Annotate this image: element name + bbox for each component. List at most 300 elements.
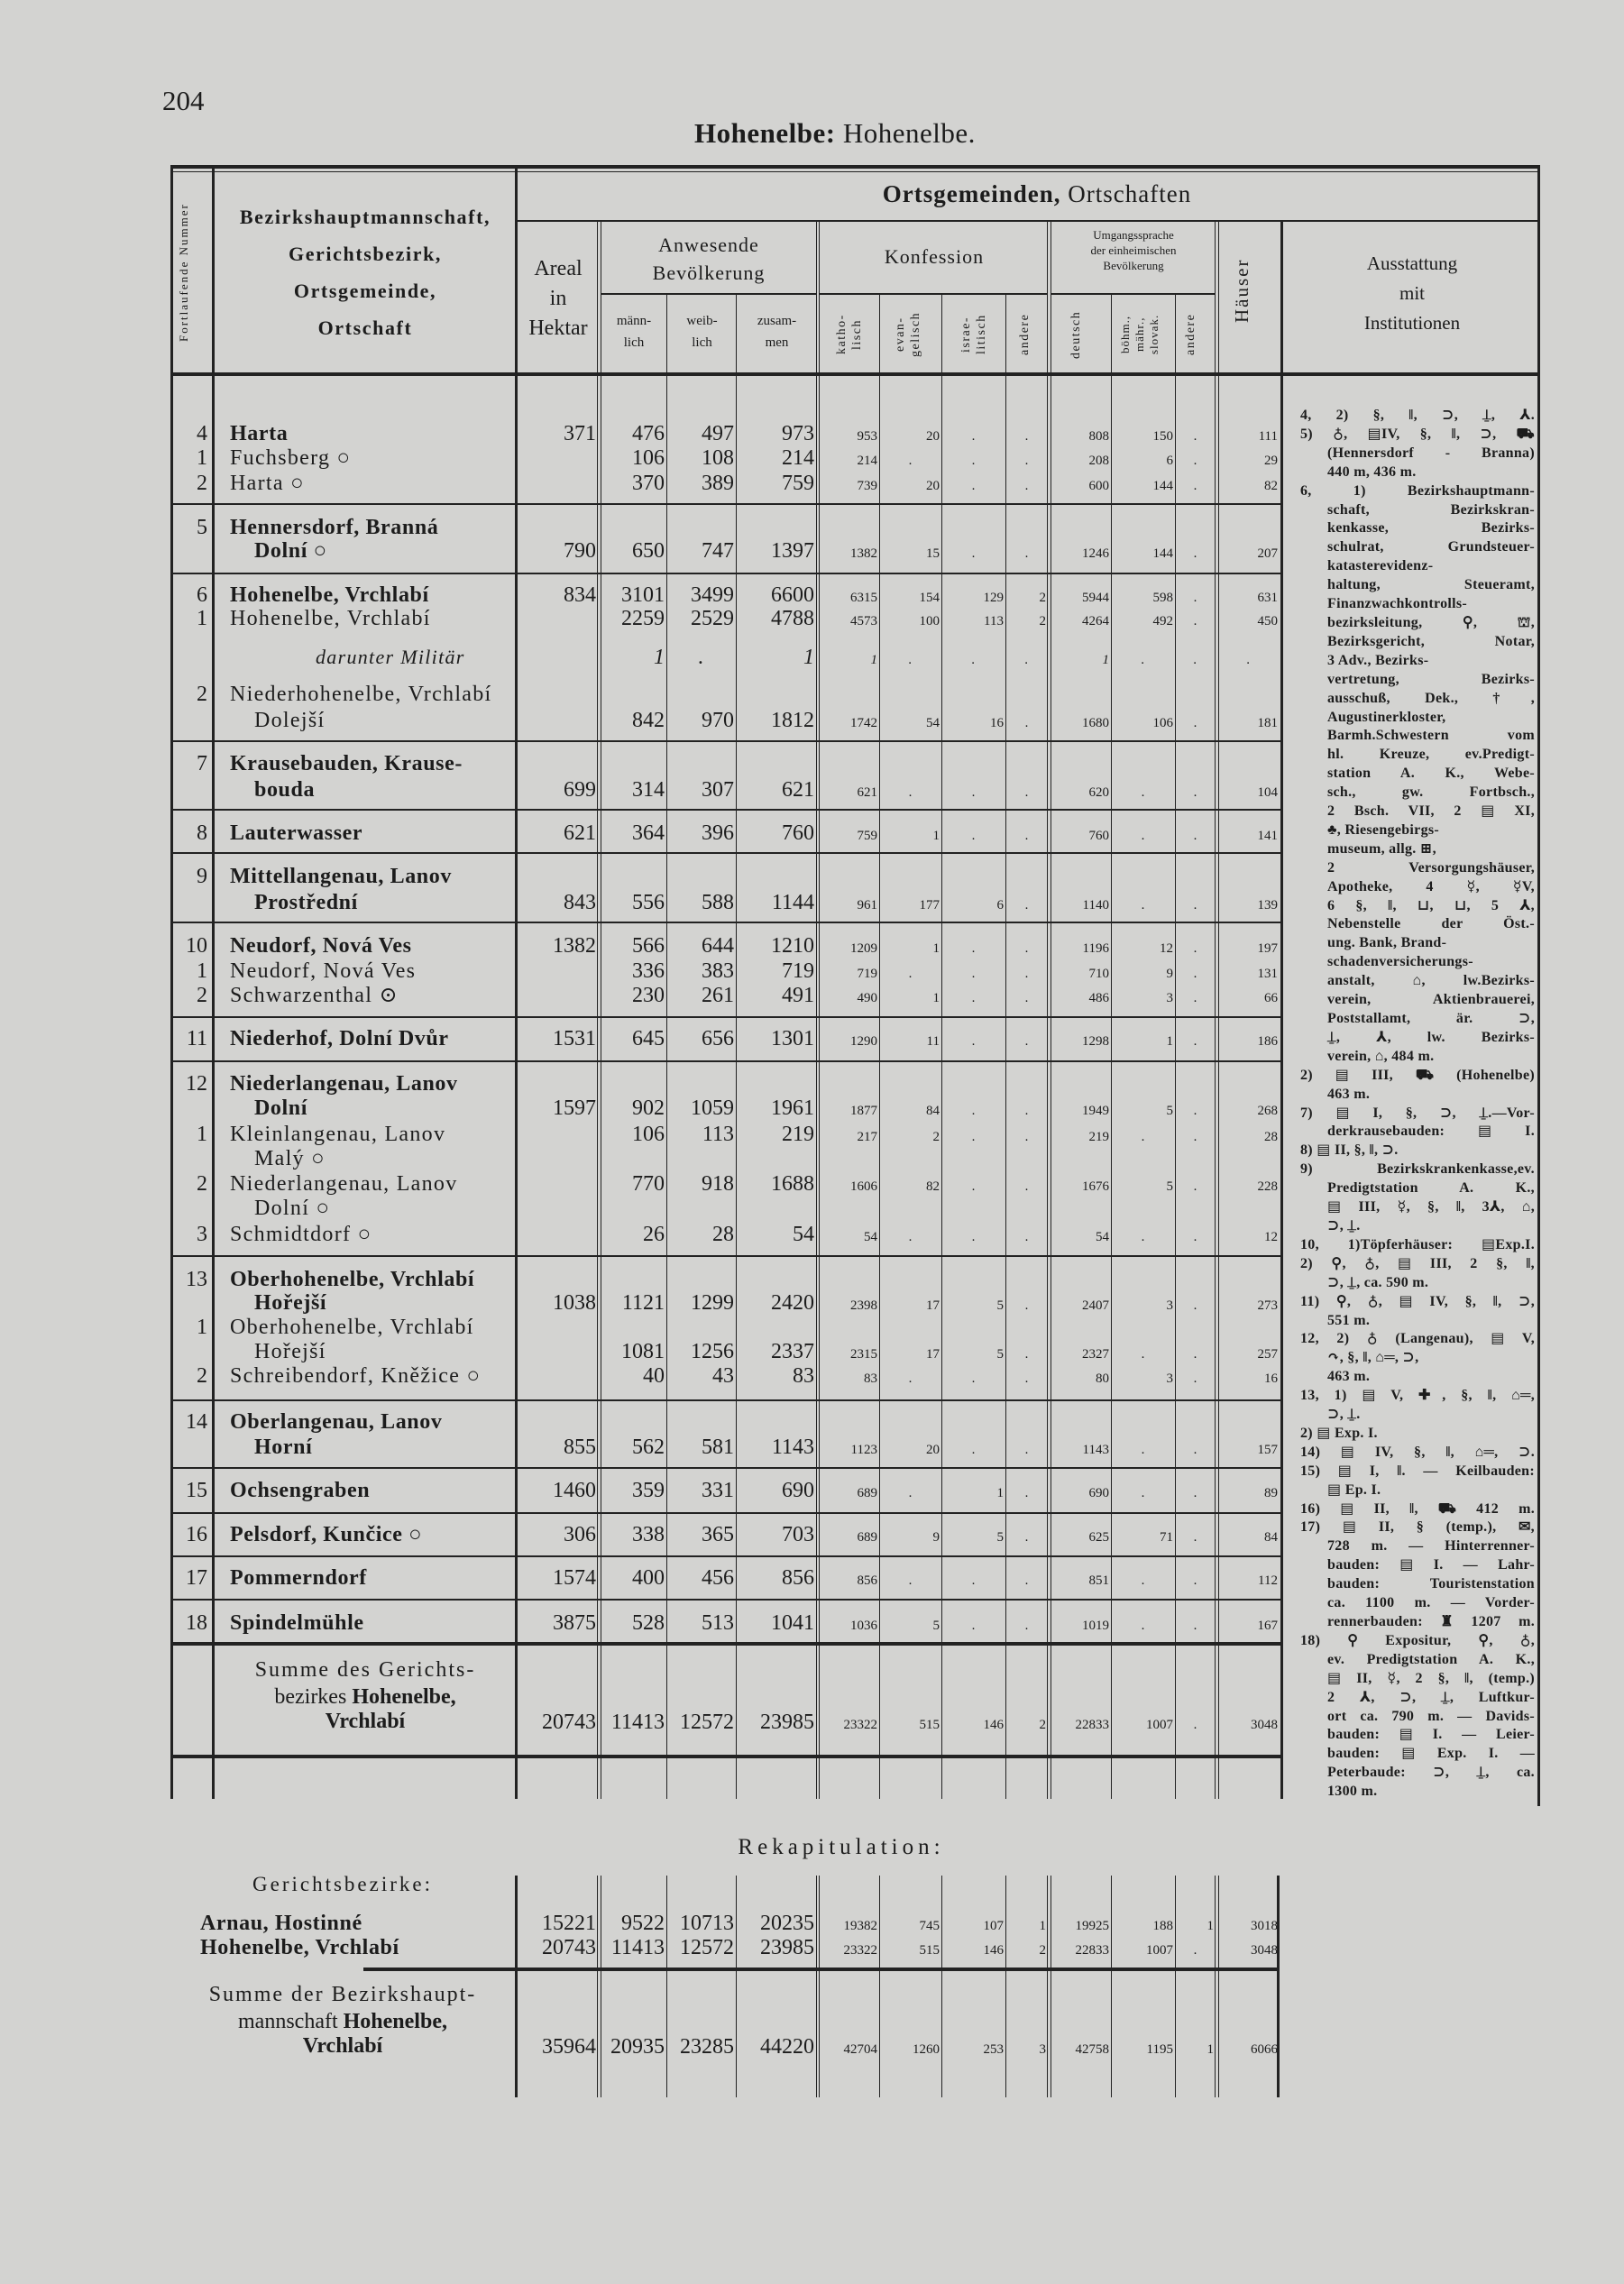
- cell-value: 1: [1207, 1919, 1214, 1933]
- rekap-column-rule: [1111, 1876, 1112, 2097]
- ausstattung-line: ⊃, ⍊.: [1327, 1407, 1361, 1423]
- cell-value: .: [698, 646, 704, 669]
- ausstattung-line: 551 m.: [1327, 1312, 1371, 1328]
- cell-value: 230: [632, 984, 665, 1007]
- cell-value: .: [1024, 1230, 1029, 1244]
- cell-value: 973: [782, 422, 814, 445]
- cell-value: 851: [1088, 1573, 1109, 1588]
- ausstattung-line: 2) ⚲, ♁, ▤ III, 2 §, ‖,: [1300, 1255, 1535, 1271]
- cell-value: 228: [1257, 1179, 1278, 1194]
- cell-value: 82: [926, 1179, 940, 1194]
- table-row: [0, 1565, 1284, 1591]
- cell-value: 23322: [843, 1718, 877, 1732]
- cell-value: 365: [702, 1523, 734, 1546]
- cell-value: 918: [702, 1172, 734, 1196]
- cell-value: .: [1193, 1619, 1197, 1633]
- cell-value: 12: [1160, 941, 1173, 956]
- cell-value: 6315: [850, 591, 877, 605]
- cell-value: 1680: [1082, 716, 1109, 730]
- ausstattung-line: Apotheke, 4 ☿, ☿V,: [1327, 878, 1535, 894]
- cell-value: 35964: [542, 2035, 596, 2059]
- header-group-regular: Ortschaften: [1060, 180, 1192, 207]
- cell-value: 620: [1088, 785, 1109, 800]
- ausstattung-column: [1288, 407, 1535, 1802]
- rekap-column-rule: [1047, 1876, 1048, 2097]
- column-rule: [666, 293, 667, 1799]
- cell-value: .: [1193, 1943, 1197, 1958]
- cell-value: 456: [702, 1566, 734, 1590]
- cell-value: 146: [983, 1718, 1004, 1732]
- table-row: [0, 1363, 1284, 1389]
- cell-value: 3: [1166, 991, 1173, 1005]
- cell-value: 1688: [771, 1172, 814, 1196]
- column-rule: [1537, 165, 1540, 1806]
- table-row: [0, 1026, 1284, 1051]
- ausstattung-line: bezirksleitung, ⚲, ⛫,: [1327, 614, 1535, 630]
- table-row: [0, 777, 1284, 803]
- cell-value: 2407: [1082, 1298, 1109, 1313]
- ausstattung-line: ↷, §, ‖, ⌂═, ⊃,: [1327, 1350, 1419, 1366]
- cell-value: 5944: [1082, 591, 1109, 605]
- table-row: [0, 471, 1284, 496]
- row-name: Neudorf, Nová Ves: [230, 959, 417, 983]
- cell-value: 760: [1088, 829, 1109, 843]
- cell-value: .: [908, 454, 913, 468]
- cell-value: .: [1141, 653, 1145, 667]
- cell-value: 581: [702, 1436, 734, 1459]
- cell-value: 3101: [621, 583, 665, 607]
- cell-value: 16: [1264, 1371, 1278, 1386]
- cell-value: 20935: [610, 2035, 665, 2059]
- cell-value: 12572: [680, 1711, 734, 1734]
- table-row: [0, 1071, 1284, 1096]
- ausstattung-line: Poststallamt, är. ⊃,: [1327, 1011, 1535, 1026]
- cell-value: 54: [864, 1230, 877, 1244]
- cell-value: .: [908, 1573, 913, 1588]
- cell-value: 82: [1264, 479, 1278, 493]
- cell-value: 15221: [542, 1912, 596, 1935]
- row-number: 14: [186, 1410, 207, 1434]
- ausstattung-line: museum, allg. ⊞,: [1327, 840, 1436, 857]
- header-name: Bezirkshauptmannschaft, Gerichtsbezirk, Ortsgemeinde, Ortschaft: [239, 206, 491, 339]
- cell-value: 1019: [1082, 1619, 1109, 1633]
- row-name: Krausebauden, Krause-: [230, 752, 463, 775]
- table-row: [0, 1122, 1284, 1147]
- rekap-column-rule: [666, 1876, 667, 2097]
- ausstattung-line: Predigtstation A. K.,: [1327, 1180, 1535, 1197]
- table-row: [0, 582, 1284, 608]
- ausstattung-line: schadenversicherungs-: [1327, 954, 1473, 970]
- row-name: Niederlangenau, Lanov: [230, 1072, 458, 1096]
- summe-label-bold: Hohenelbe,: [352, 1685, 456, 1709]
- summe-row: [0, 1710, 1284, 1735]
- cell-value: 497: [702, 422, 734, 445]
- section-divider: [173, 1642, 1280, 1646]
- cell-value: 1: [932, 941, 940, 956]
- row-number: 18: [186, 1611, 207, 1635]
- cell-value: 834: [564, 583, 596, 607]
- ausstattung-line: ca. 1100 m. — Vorder-: [1327, 1595, 1535, 1611]
- ausstattung-line: 13, 1) ▤ V, ✚, §, ‖, ⌂═,: [1300, 1388, 1535, 1404]
- cell-value: .: [971, 1443, 976, 1457]
- header-konfession-andere: andere: [1018, 313, 1032, 356]
- ausstattung-line: ▤ Ep. I.: [1327, 1481, 1381, 1498]
- row-number: 6: [197, 583, 207, 607]
- row-divider: [173, 852, 1280, 854]
- ausstattung-line: 18) ⚲ Expositur, ⚲, ♁,: [1300, 1632, 1535, 1648]
- row-number: 4: [197, 422, 207, 445]
- row-name: Hořejší: [254, 1340, 326, 1363]
- rekap-column-rule: [1218, 1876, 1219, 2097]
- ausstattung-line: ⍊, ⅄, lw. Bezirks-: [1327, 1029, 1535, 1045]
- cell-value: .: [1193, 1179, 1197, 1194]
- cell-value: .: [1193, 1130, 1197, 1144]
- cell-value: 400: [632, 1566, 665, 1590]
- cell-value: 17: [926, 1347, 940, 1362]
- cell-value: .: [1024, 479, 1029, 493]
- cell-value: .: [971, 967, 976, 981]
- cell-value: .: [1024, 898, 1029, 913]
- cell-value: .: [1193, 967, 1197, 981]
- table-row: [0, 1610, 1284, 1636]
- row-name: Schreibendorf, Kněžice ○: [230, 1364, 482, 1388]
- cell-value: 1209: [850, 941, 877, 956]
- cell-value: 217: [857, 1130, 877, 1144]
- cell-value: .: [971, 1179, 976, 1194]
- cell-value: 1: [1102, 653, 1109, 667]
- row-name: Dolní ○: [254, 1197, 331, 1220]
- header-bottom-rule: [171, 372, 1540, 376]
- row-number: 5: [197, 516, 207, 539]
- cell-value: 3048: [1251, 1943, 1278, 1958]
- cell-value: 690: [782, 1479, 814, 1502]
- ausstattung-line: ausschuß, Dek., †,: [1327, 690, 1535, 706]
- cell-value: 100: [919, 614, 940, 628]
- cell-value: 1195: [1146, 2042, 1173, 2057]
- ausstattung-line: station A. K., Webe-: [1327, 766, 1535, 782]
- cell-value: .: [1193, 454, 1197, 468]
- cell-value: 1299: [691, 1291, 734, 1315]
- cell-value: .: [1141, 1347, 1145, 1362]
- cell-value: 219: [1088, 1130, 1109, 1144]
- column-rule: [597, 220, 598, 1799]
- ausstattung-line: 16) ▤ II, ‖, ⛟ 412 m.: [1300, 1500, 1535, 1517]
- ausstattung-line: verein, Aktienbrauerei,: [1327, 992, 1535, 1008]
- column-rule: [816, 220, 817, 1799]
- column-rule: [1218, 220, 1219, 1799]
- cell-value: .: [1141, 1230, 1145, 1244]
- cell-value: 3: [1166, 1371, 1173, 1386]
- cell-value: 1676: [1082, 1179, 1109, 1194]
- cell-value: 20: [926, 1443, 940, 1457]
- table-row: [0, 538, 1284, 564]
- cell-value: 745: [919, 1919, 940, 1933]
- cell-value: 188: [1152, 1919, 1173, 1933]
- cell-value: 528: [632, 1611, 665, 1635]
- ausstattung-line: vertretung, Bezirks-: [1327, 671, 1535, 687]
- cell-value: .: [971, 1130, 976, 1144]
- cell-value: 186: [1257, 1034, 1278, 1049]
- cell-value: .: [1024, 967, 1029, 981]
- cell-value: .: [1193, 614, 1197, 628]
- ausstattung-line: ⊃, ⍊, ca. 590 m.: [1327, 1274, 1429, 1290]
- row-divider: [173, 1255, 1280, 1257]
- row-number: 1: [197, 959, 207, 983]
- cell-value: 588: [702, 891, 734, 914]
- cell-value: 855: [564, 1436, 596, 1459]
- ausstattung-line: 8) ▤ II, §, ‖, ⊃.: [1300, 1142, 1399, 1159]
- rekap-column-rule: [736, 1876, 737, 2097]
- cell-value: 106: [632, 1123, 665, 1146]
- cell-value: .: [1024, 1530, 1029, 1545]
- cell-value: 650: [632, 539, 665, 563]
- row-name: Schwarzenthal ⊙: [230, 984, 399, 1007]
- cell-value: 150: [1152, 429, 1173, 444]
- cell-value: .: [1193, 1347, 1197, 1362]
- cell-value: 856: [857, 1573, 877, 1588]
- row-name: Spindelmühle: [230, 1611, 364, 1635]
- table-row: [0, 983, 1284, 1008]
- cell-value: 6066: [1251, 2042, 1278, 2057]
- cell-value: .: [1193, 991, 1197, 1005]
- cell-value: .: [1193, 1573, 1197, 1588]
- row-name: Neudorf, Nová Ves: [230, 934, 412, 958]
- header-katholisch: katho- lisch: [835, 314, 864, 355]
- cell-value: 107: [983, 1919, 1004, 1933]
- ausstattung-line: 2 ⅄, ⊃, ⍊, Luftkur-: [1327, 1689, 1535, 1705]
- cell-value: 1: [996, 1486, 1004, 1500]
- cell-value: .: [1193, 1034, 1197, 1049]
- rekap-column-rule: [816, 1876, 817, 2097]
- cell-value: 154: [919, 591, 940, 605]
- cell-value: .: [908, 1230, 913, 1244]
- cell-value: 2398: [850, 1298, 877, 1313]
- column-rule: [515, 165, 518, 1799]
- header-zusammen: zusam- men: [757, 314, 797, 350]
- row-name: Fuchsberg ○: [230, 446, 352, 470]
- cell-value: 359: [632, 1479, 665, 1502]
- cell-value: 20235: [760, 1912, 814, 1935]
- row-divider: [173, 922, 1280, 923]
- cell-value: 759: [857, 829, 877, 843]
- cell-value: 12: [1264, 1230, 1278, 1244]
- ausstattung-line: 11) ⚲, ♁, ▤ IV, §, ‖, ⊃,: [1300, 1293, 1535, 1309]
- cell-value: .: [1193, 1371, 1197, 1386]
- row-number: 1: [197, 1316, 207, 1339]
- cell-value: 144: [1152, 546, 1173, 561]
- cell-value: 1290: [850, 1034, 877, 1049]
- cell-value: 2420: [771, 1291, 814, 1315]
- table-row: [0, 1478, 1284, 1503]
- header-boehmisch: böhm., mähr., slovak.: [1118, 314, 1161, 355]
- cell-value: .: [1193, 1104, 1197, 1118]
- section-divider: [173, 1755, 1280, 1758]
- cell-value: 645: [632, 1027, 665, 1050]
- rekap-summe-label-regular: Summe der Bezirkshaupt-: [208, 1983, 477, 2006]
- cell-value: 6: [996, 898, 1004, 913]
- cell-value: 389: [702, 472, 734, 495]
- ausstattung-line: hl. Kreuze, ev.Predigt-: [1327, 747, 1535, 763]
- cell-value: 42758: [1075, 2042, 1109, 2057]
- column-rule: [1047, 220, 1048, 1799]
- cell-value: 10713: [680, 1912, 734, 1935]
- cell-value: 1531: [553, 1027, 596, 1050]
- cell-value: 1: [803, 646, 814, 669]
- rekapitulation-label: Gerichtsbezirke:: [252, 1873, 433, 1895]
- cell-value: 208: [1088, 454, 1109, 468]
- cell-value: 214: [857, 454, 877, 468]
- cell-value: 3499: [691, 583, 734, 607]
- cell-value: 214: [782, 446, 814, 470]
- cell-value: 1036: [850, 1619, 877, 1633]
- column-rule: [941, 293, 942, 1799]
- cell-value: 1140: [1082, 898, 1109, 913]
- header-weiblich: weib- lich: [686, 314, 718, 350]
- row-divider: [173, 1467, 1280, 1469]
- cell-value: 4573: [850, 614, 877, 628]
- cell-value: 625: [1088, 1530, 1109, 1545]
- cell-value: 1: [1039, 1919, 1046, 1933]
- header-maennlich: männ- lich: [616, 314, 652, 350]
- table-row: [0, 1435, 1284, 1460]
- header-sub-rule: [601, 293, 816, 295]
- cell-value: 139: [1257, 898, 1278, 913]
- summe-label-regular: bezirkes: [274, 1685, 353, 1709]
- ausstattung-line: verein, ⌂, 484 m.: [1327, 1048, 1435, 1064]
- ausstattung-line: bauden: ▤ I. — Leier-: [1327, 1727, 1535, 1743]
- ausstattung-line: (Hennersdorf - Branna): [1327, 445, 1535, 461]
- cell-value: 621: [564, 821, 596, 845]
- cell-value: 23985: [760, 1711, 814, 1734]
- cell-value: 338: [632, 1523, 665, 1546]
- table-row: [0, 606, 1284, 631]
- row-name: bouda: [254, 778, 316, 802]
- cell-value: 6600: [771, 583, 814, 607]
- rekap-column-rule: [1277, 1876, 1280, 2097]
- ausstattung-line: 6 §, ‖, ⊔, ⊔, 5 ⅄,: [1327, 897, 1535, 913]
- cell-value: 22833: [1075, 1943, 1109, 1958]
- cell-value: 1: [1207, 2042, 1214, 2057]
- cell-value: 2327: [1082, 1347, 1109, 1362]
- table-row: [0, 708, 1284, 733]
- row-divider: [173, 1060, 1280, 1062]
- row-number: 10: [186, 934, 207, 958]
- table-row: [0, 864, 1284, 889]
- cell-value: 331: [702, 1479, 734, 1502]
- cell-value: .: [971, 1230, 976, 1244]
- cell-value: 1123: [850, 1443, 877, 1457]
- cell-value: 20743: [542, 1936, 596, 1959]
- cell-value: 20743: [542, 1711, 596, 1734]
- row-number: 3: [197, 1223, 207, 1246]
- cell-value: 1256: [691, 1340, 734, 1363]
- rekap-column-rule: [819, 1876, 820, 2097]
- cell-value: 5: [1166, 1179, 1173, 1194]
- cell-value: 144: [1152, 479, 1173, 493]
- ausstattung-line: 6, 1) Bezirkshauptmann-: [1300, 482, 1535, 499]
- cell-value: 1007: [1146, 1943, 1173, 1958]
- row-name: Schmidtdorf ○: [230, 1223, 372, 1246]
- header-sprache: Umgangssprache der einheimischen Bevölkerung: [1090, 228, 1177, 272]
- column-rule: [1215, 220, 1216, 1799]
- row-number: 2: [197, 1364, 207, 1388]
- rekap-summe-row: [0, 2034, 1284, 2059]
- row-name: Kleinlangenau, Lanov: [230, 1123, 446, 1146]
- cell-value: 1460: [553, 1479, 596, 1502]
- header-group-bold: Ortsgemeinden,: [882, 180, 1061, 207]
- cell-value: 253: [983, 2042, 1004, 2057]
- page-title: [694, 117, 976, 150]
- cell-value: 273: [1257, 1298, 1278, 1313]
- cell-value: 4264: [1082, 614, 1109, 628]
- header-sub-rule: [820, 293, 1048, 295]
- cell-value: 11413: [610, 1936, 665, 1959]
- cell-value: 1298: [1082, 1034, 1109, 1049]
- table-row: [0, 751, 1284, 776]
- header-nr: Fortlaufende Nummer: [177, 203, 190, 343]
- cell-value: 129: [983, 591, 1004, 605]
- cell-value: 600: [1088, 479, 1109, 493]
- cell-value: 970: [702, 709, 734, 732]
- table-top-rule: [171, 165, 1540, 169]
- cell-value: 9522: [621, 1912, 665, 1935]
- cell-value: 1877: [850, 1104, 877, 1118]
- cell-value: 54: [793, 1223, 814, 1246]
- cell-value: 2315: [850, 1347, 877, 1362]
- cell-value: .: [1193, 479, 1197, 493]
- row-number: 16: [186, 1523, 207, 1546]
- cell-value: 953: [857, 429, 877, 444]
- cell-value: .: [1141, 1573, 1145, 1588]
- cell-value: .: [1024, 991, 1029, 1005]
- cell-value: 28: [1264, 1130, 1278, 1144]
- cell-value: 9: [932, 1530, 940, 1545]
- row-divider: [173, 1555, 1280, 1557]
- cell-value: 1949: [1082, 1104, 1109, 1118]
- cell-value: 856: [782, 1566, 814, 1590]
- cell-value: .: [908, 785, 913, 800]
- cell-value: .: [1141, 1619, 1145, 1633]
- cell-value: .: [1193, 1443, 1197, 1457]
- cell-value: 1742: [850, 716, 877, 730]
- cell-value: .: [971, 785, 976, 800]
- row-name: Oberhohenelbe, Vrchlabí: [230, 1268, 475, 1291]
- cell-value: 396: [702, 821, 734, 845]
- cell-value: 747: [702, 539, 734, 563]
- header-group: [631, 180, 1443, 208]
- row-number: 7: [197, 752, 207, 775]
- cell-value: .: [1024, 653, 1029, 667]
- cell-value: 44220: [760, 2035, 814, 2059]
- cell-value: 19925: [1075, 1919, 1109, 1933]
- cell-value: 2: [932, 1130, 940, 1144]
- cell-value: 1: [932, 991, 940, 1005]
- ausstattung-line: 17) ▤ II, § (temp.), ✉,: [1300, 1519, 1535, 1536]
- column-rule: [819, 220, 820, 1799]
- table-row: [0, 821, 1284, 846]
- header-anwesende: Anwesende Bevölkerung: [652, 234, 766, 284]
- row-number: 8: [197, 821, 207, 845]
- cell-value: 15: [926, 546, 940, 561]
- row-number: 9: [197, 865, 207, 888]
- cell-value: 16: [990, 716, 1004, 730]
- row-divider: [173, 740, 1280, 742]
- cell-value: 9: [1166, 967, 1173, 981]
- cell-value: 29: [1264, 454, 1278, 468]
- row-name: Hennersdorf, Branná: [230, 516, 439, 539]
- cell-value: 2: [1039, 1718, 1046, 1732]
- ausstattung-line: 14) ▤ IV, §, ‖, ⌂═, ⊃.: [1300, 1444, 1535, 1460]
